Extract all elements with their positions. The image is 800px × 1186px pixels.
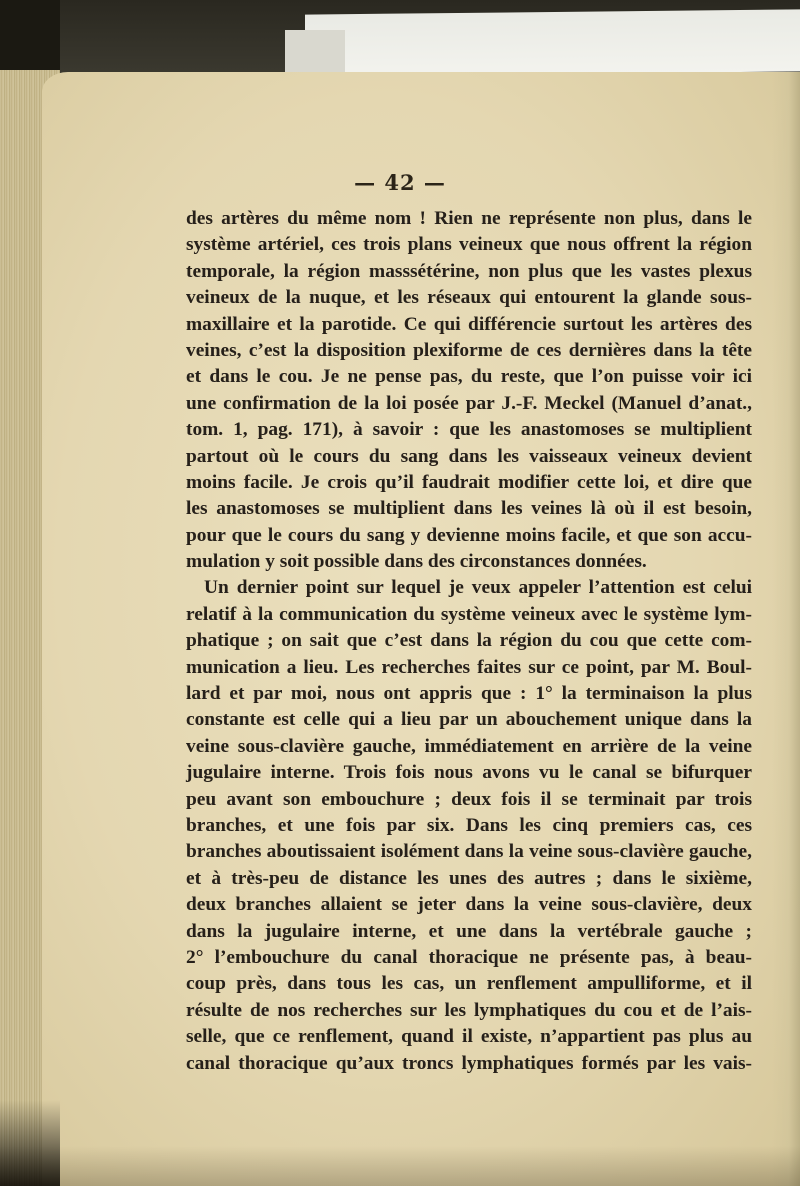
text-line: veines, c’est la disposition plexiforme de ces dernières dans la tête	[186, 339, 752, 361]
page-right-edge	[772, 72, 800, 1186]
text-line: pour que le cours du sang y devienne moins facile, et que son accu-	[186, 524, 752, 546]
page-number: — 42 —	[354, 170, 446, 195]
text-line: constante est celle qui a lieu par un abouchement unique dans la	[186, 709, 752, 731]
text-line: coup près, dans tous les cas, un renflement ampulliforme, et il	[186, 973, 752, 995]
text-line: des artères du même nom ! Rien ne représente non plus, dans le	[186, 208, 752, 229]
text-line: deux branches allaient se jeter dans la veine sous-clavière, deux	[186, 894, 752, 916]
text-line: résulte de nos recherches sur les lymphatiques du cou et de l’ais-	[186, 999, 752, 1021]
bottom-shadow	[0, 1146, 800, 1186]
body-text	[186, 206, 752, 1077]
text-line: branches, et une fois par six. Dans les cinq premiers cas, ces	[186, 814, 752, 836]
text-line: peu avant son embouchure ; deux fois il se terminait par trois	[186, 788, 752, 810]
text-line: veine sous-clavière gauche, immédiatement en arrière de la veine	[186, 735, 752, 757]
text-line: relatif à la communication du système veineux avec le système lym-	[186, 603, 752, 625]
text-line: et dans le cou. Je ne pense pas, du reste, que l’on puisse voir ici	[186, 366, 752, 388]
text-line: phatique ; on sait que c’est dans la région du cou que cette com-	[186, 630, 752, 652]
text-line: Un dernier point sur lequel je veux appeler l’attention est celui	[204, 577, 752, 599]
text-line: 2° l’embouchure du canal thoracique ne présente pas, à beau-	[186, 946, 752, 968]
text-line: lard et par moi, nous ont appris que : 1° la terminaison la plus	[186, 683, 752, 705]
text-line: dans la jugulaire interne, et une dans la vertébrale gauche ;	[186, 920, 752, 942]
text-line: branches aboutissaient isolément dans la veine sous-clavière gauche,	[186, 841, 752, 863]
text-line: veineux de la nuque, et les réseaux qui entourent la glande sous-	[186, 287, 752, 309]
text-line: selle, que ce renflement, quand il existe, n’appartient pas plus au	[186, 1026, 752, 1048]
text-line: système artériel, ces trois plans veineux que nous offrent la région	[186, 234, 752, 256]
loose-sheet	[305, 9, 800, 76]
text-line: les anastomoses se multiplient dans les veines là où il est besoin,	[186, 498, 752, 520]
text-line: temporale, la région masssétérine, non plus que les vastes plexus	[186, 260, 752, 282]
text-line: munication a lieu. Les recherches faites sur ce point, par M. Boul-	[186, 656, 752, 678]
text-line: jugulaire interne. Trois fois nous avons vu le canal se bifurquer	[186, 762, 752, 784]
text-line: partout où le cours du sang dans les vaisseaux veineux devient	[186, 445, 752, 467]
text-line: une confirmation de la loi posée par J.-F. Meckel (Manuel d’anat.,	[186, 392, 752, 414]
text-line: et à très-peu de distance les unes des autres ; dans le sixième,	[186, 867, 752, 889]
text-line: mulation y soit possible dans des circonstances données.	[186, 551, 647, 573]
text-line: moins facile. Je crois qu’il faudrait modifier cette loi, et dire que	[186, 471, 752, 493]
text-line: maxillaire et la parotide. Ce qui différencie surtout les artères des	[186, 313, 752, 335]
text-line: tom. 1, pag. 171), à savoir : que les anastomoses se multiplient	[186, 419, 752, 441]
text-line: canal thoracique qu’aux troncs lymphatiques formés par les vais-	[186, 1052, 752, 1074]
